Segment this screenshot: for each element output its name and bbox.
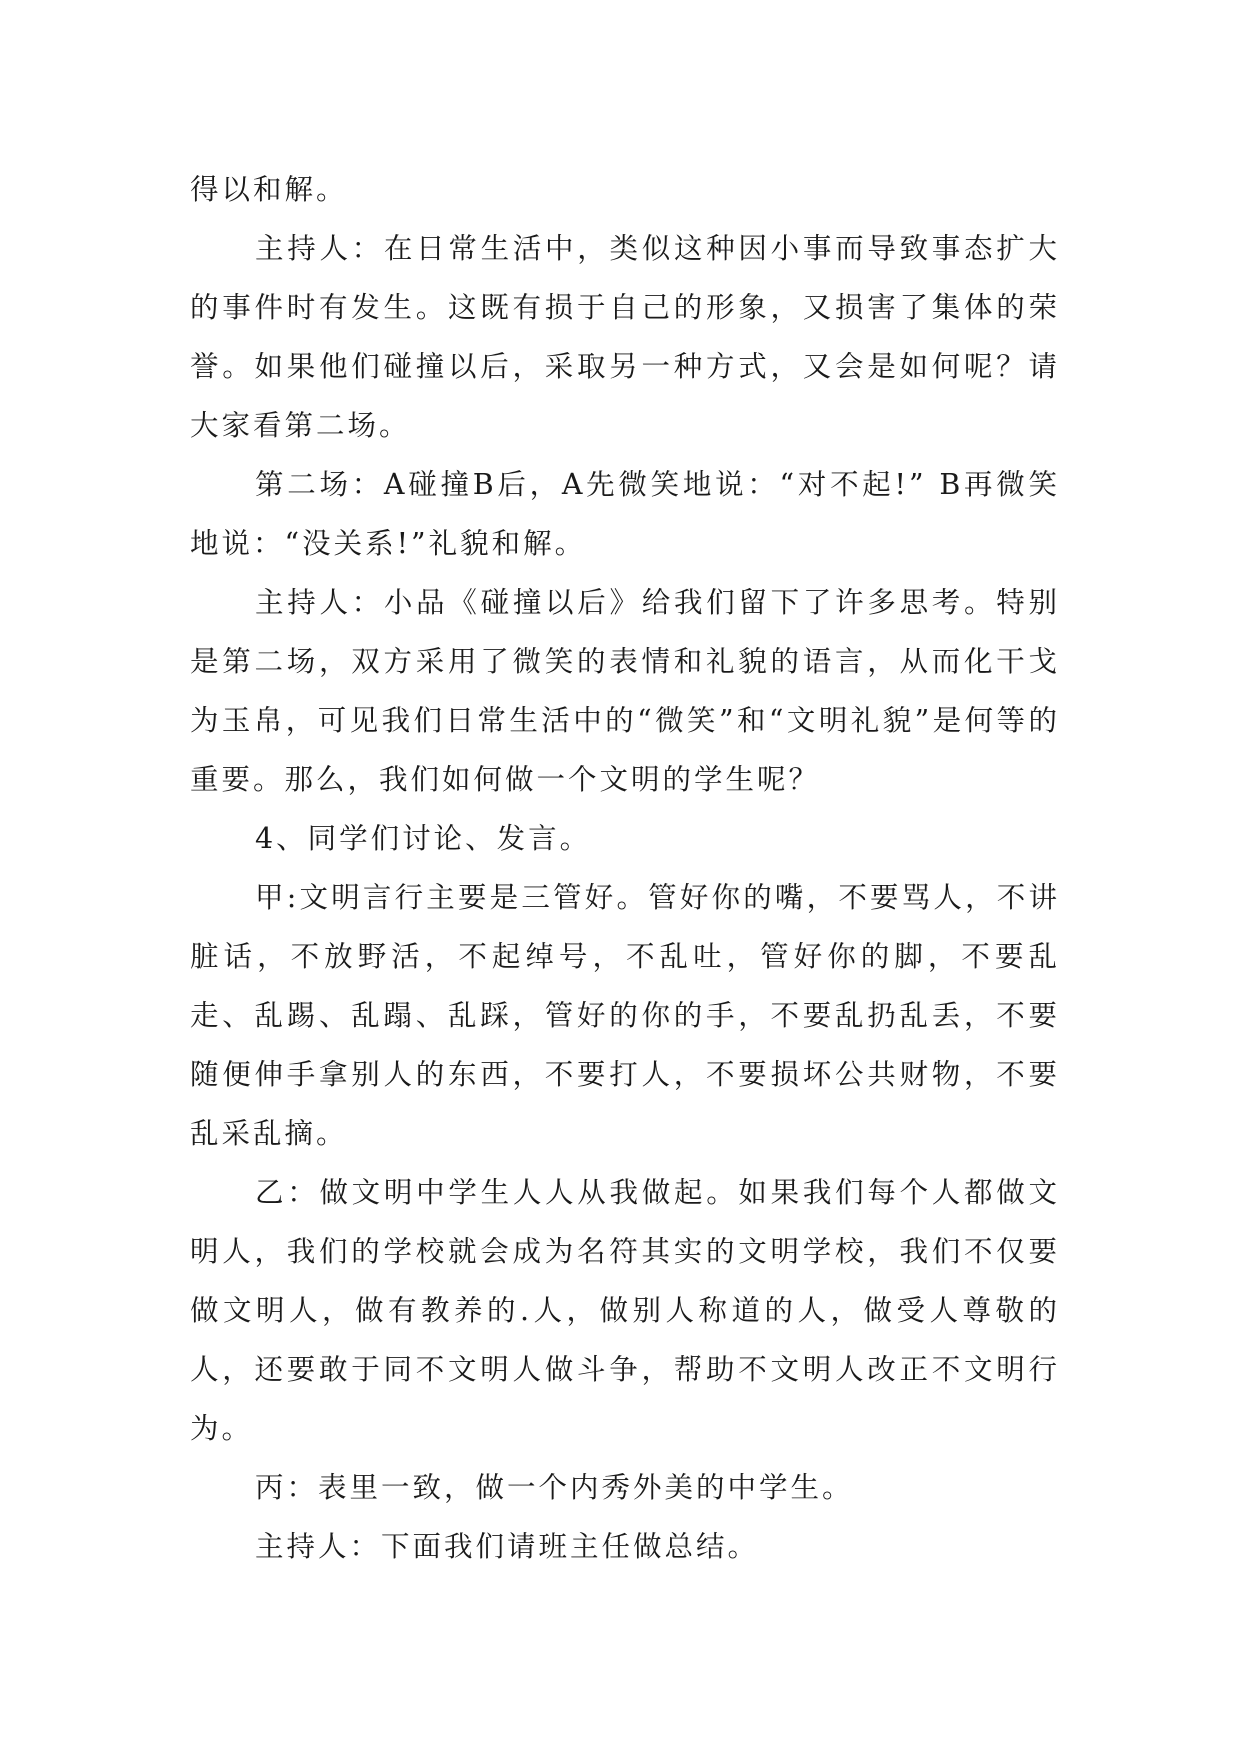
paragraph-speaker-bing: 丙：表里一致，做一个内秀外美的中学生。 <box>255 1471 854 1504</box>
paragraph-speaker-yi: 乙：做文明中学生人人从我做起。如果我们每个人都做文明人，我们的学校就会成为名符其实的文明学校，我们不仅要做文明人，做有教养的.人，做别人称道的人，做受人尊敬的人，还要敢于同不文明人做斗争，帮助不文明人改正不文明行为。 <box>190 1176 1060 1445</box>
paragraph-discussion-heading: 4、同学们讨论、发言。 <box>255 822 592 855</box>
paragraph-scene-two: 第二场：A碰撞B后，A先微笑地说：“对不起!” B再微笑地说：“没关系!”礼貌和解。 <box>190 468 1060 560</box>
paragraph-continuation: 得以和解。 <box>190 173 348 206</box>
paragraph-host-reflection: 主持人：小品《碰撞以后》给我们留下了许多思考。特别是第二场，双方采用了微笑的表情和礼貌的语言，从而化干戈为玉帛，可见我们日常生活中的“微笑”和“文明礼貌”是何等的重要。那么，我们如何做一个文明的学生呢？ <box>190 586 1060 796</box>
paragraph-host-closing: 主持人：下面我们请班主任做总结。 <box>255 1530 760 1563</box>
document-body <box>190 160 1060 1576</box>
paragraph-speaker-jia: 甲:文明言行主要是三管好。管好你的嘴，不要骂人，不讲脏话，不放野活，不起绰号，不乱吐，管好你的脚，不要乱走、乱踢、乱蹋、乱踩，管好的你的手，不要乱扔乱丢，不要随便伸手拿别人的东西，不要打人，不要损坏公共财物，不要乱采乱摘。 <box>190 881 1060 1150</box>
paragraph-host-intro: 主持人：在日常生活中，类似这种因小事而导致事态扩大的事件时有发生。这既有损于自己的形象，又损害了集体的荣誉。如果他们碰撞以后，采取另一种方式，又会是如何呢？请大家看第二场。 <box>190 232 1060 442</box>
